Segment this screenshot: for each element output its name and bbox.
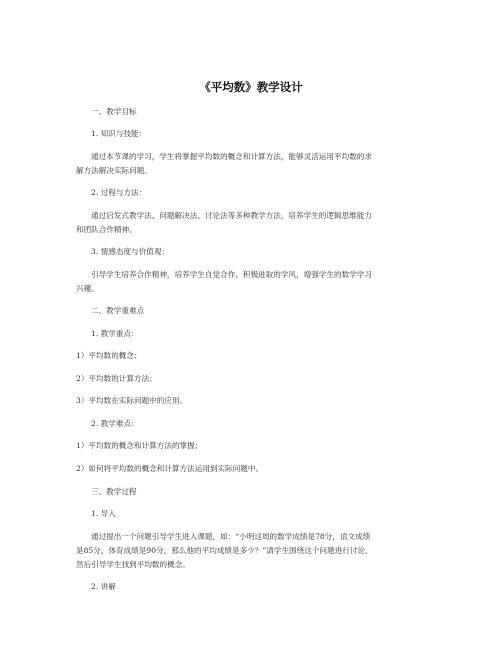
subheading-attitudes-values: 3. 情感态度与价值观： — [91, 247, 170, 256]
list-item: 1）平均数的概念和计算方法的掌握； — [76, 441, 203, 450]
subheading-process-methods: 2. 过程与方法： — [91, 188, 147, 197]
subheading-introduction: 1. 导入 — [91, 509, 116, 518]
paragraph-line: 是85分，体育成绩是90分，那么他的平均成绩是多少？”请学生围绕这个问题进行讨论， — [76, 546, 373, 555]
paragraph-line: 通过本节课的学习，学生将掌握平均数的概念和计算方法，能够灵活运用平均数的求 — [91, 152, 372, 161]
paragraph-line: 解方法解决实际问题。 — [76, 166, 152, 175]
subheading-teaching-focus: 1. 教学重点： — [91, 329, 139, 338]
subheading-explanation: 2. 讲解 — [91, 582, 116, 591]
list-item: 1）平均数的概念； — [76, 351, 142, 360]
list-item: 2）平均数的计算方法； — [76, 374, 157, 383]
document-title: 《平均数》教学设计 — [199, 80, 303, 94]
section-heading-process: 三、教学过程 — [91, 487, 137, 496]
paragraph-line: 引导学生培养合作精神，培养学生自觉合作、积极进取的学风，增强学生的数学学习 — [91, 270, 372, 279]
paragraph-line: 通过提出一个问题引导学生进入课题，如：“小明这周的数学成绩是78分，语文成绩 — [91, 532, 371, 541]
paragraph-line: 和团队合作精神。 — [76, 225, 137, 234]
paragraph-line: 然后引导学生找到平均数的概念。 — [76, 560, 190, 569]
section-heading-objectives: 一、教学目标 — [91, 107, 137, 116]
list-item: 2）如何将平均数的概念和计算方法运用到实际问题中。 — [76, 464, 264, 473]
paragraph-line: 通过启发式教学法、问题解决法、讨论法等多种教学方法，培养学生的逻辑思维能力 — [91, 211, 372, 220]
paragraph-line: 兴趣。 — [76, 284, 99, 293]
subheading-teaching-difficulty: 2. 教学难点： — [91, 419, 139, 428]
section-heading-key-points: 二、教学重难点 — [91, 306, 145, 315]
list-item: 3）平均数在实际问题中的应用。 — [76, 396, 188, 405]
subheading-knowledge-skills: 1. 知识与技能： — [91, 129, 147, 138]
